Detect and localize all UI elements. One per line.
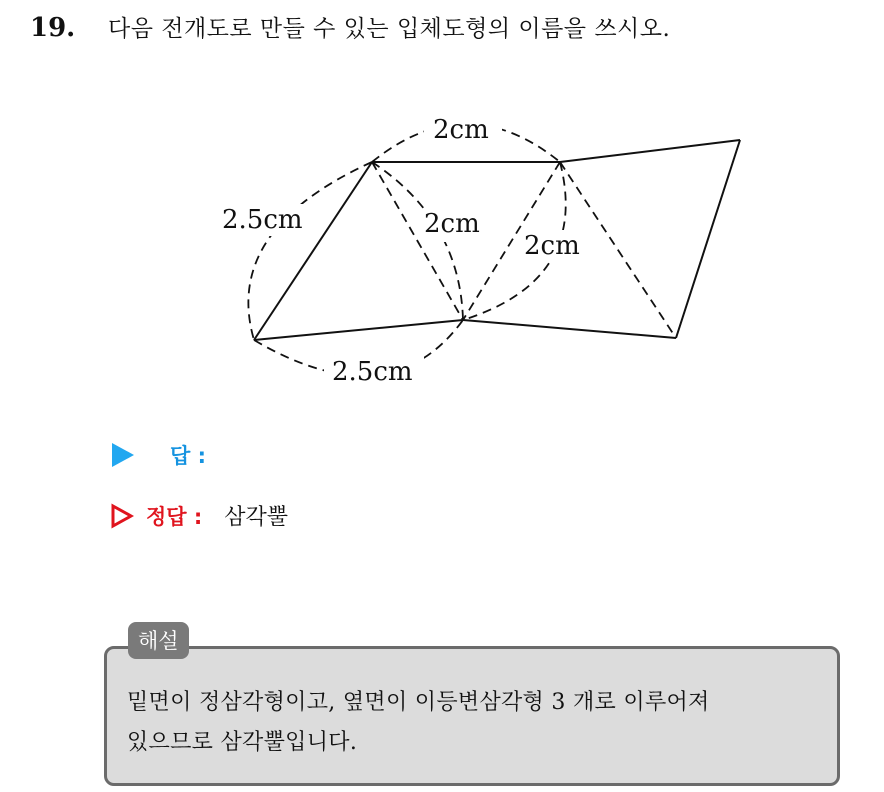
net-edge [560, 140, 740, 162]
explanation-line-2: 있으므로 삼각뿔입니다. [127, 730, 358, 755]
correct-answer-row [110, 500, 288, 531]
label-left: 2.5cm [222, 205, 303, 235]
net-edge [676, 140, 740, 338]
net-diagram [200, 100, 760, 400]
label-bottom: 2.5cm [332, 357, 413, 387]
label-top: 2cm [433, 115, 489, 145]
label-middle-left: 2cm [424, 209, 480, 239]
answer-label: 답 : [170, 444, 206, 468]
explanation-tag: 해설 [128, 622, 189, 659]
explanation-line-1: 밑면이 정삼각형이고, 옆면이 이등변삼각형 3 개로 이루어져 [127, 690, 710, 715]
question-number: 19. [30, 13, 76, 43]
net-edge [254, 162, 372, 340]
correct-answer-label: 정답 : [146, 504, 203, 529]
net-edge [254, 320, 463, 340]
label-middle-right: 2cm [524, 231, 580, 261]
question-text: 다음 전개도로 만들 수 있는 입체도형의 이름을 쓰시오. [108, 16, 671, 42]
question-header [30, 10, 670, 43]
net-edge [463, 320, 676, 338]
play-icon [112, 443, 134, 467]
outline-play-icon [110, 503, 134, 529]
answer-row [112, 440, 206, 470]
explanation-box [104, 646, 840, 786]
correct-answer-value: 삼각뿔 [224, 505, 289, 530]
